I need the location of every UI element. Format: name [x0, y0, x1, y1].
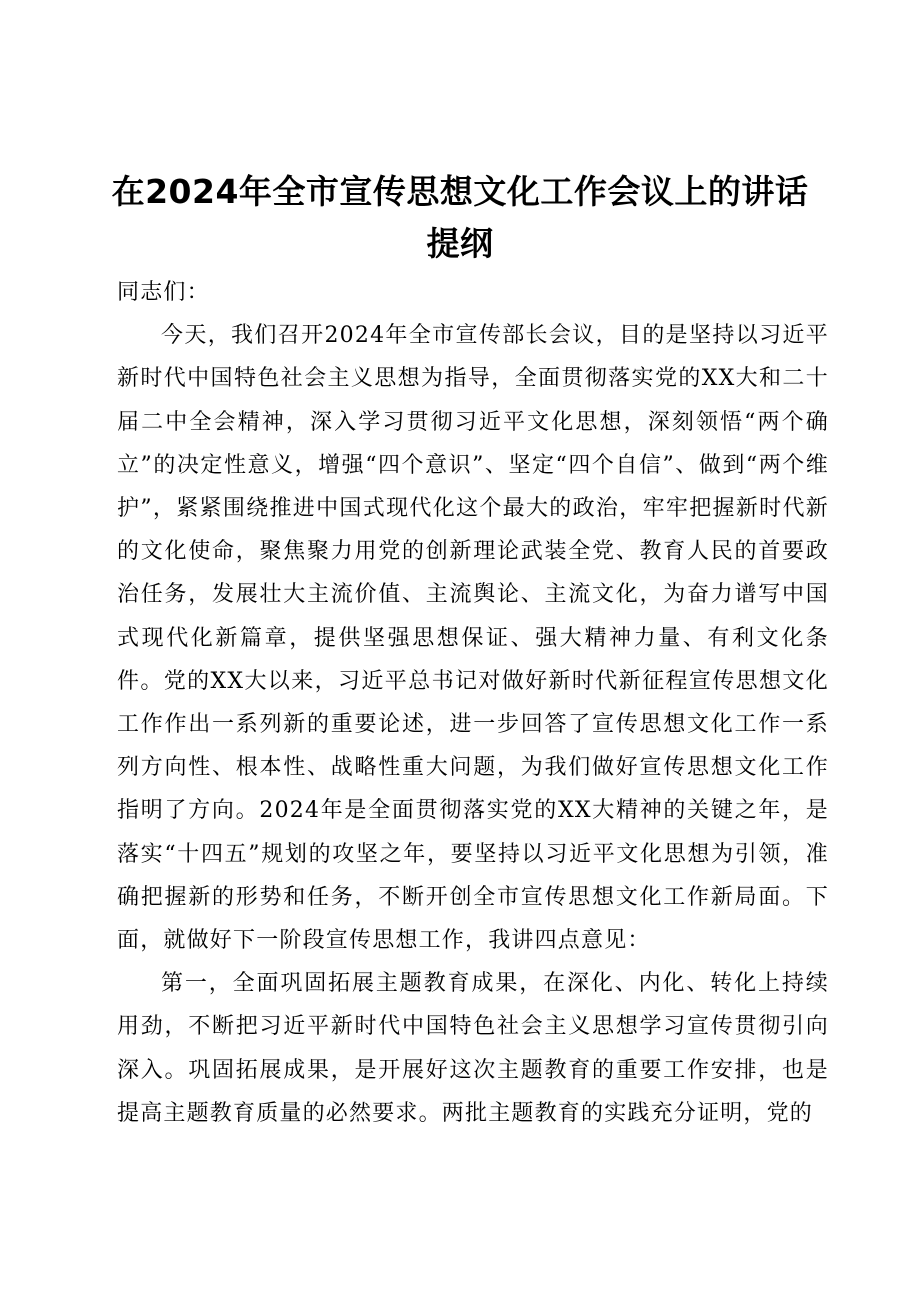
- paragraph-first-point: 第一，全面巩固拓展主题教育成果，在深化、内化、转化上持续用劲，不断把习近平新时代中国特色社会主义思想学习宣传贯彻引向深入。巩固拓展成果，是开展好这次主题教育的重要工作安排，也是提高主题教育质量的必然要求。两批主题教育的实践充分证明，党的: [117, 971, 829, 1126]
- document-body: [117, 271, 829, 1135]
- paragraph-intro: 今天，我们召开2024年全市宣传部长会议，目的是坚持以习近平新时代中国特色社会主义思想为指导，全面贯彻落实党的XX大和二十届二中全会精神，深入学习贯彻习近平文化思想，深刻领悟“两个确立”的决定性意义，增强“四个意识”、坚定“四个自信”、做到“两个维护”，紧紧围绕推进中国式现代化这个最大的政治，牢牢把握新时代新的文化使命，聚焦聚力用党的创新理论武装全党、教育人民的首要政治任务，发展壮大主流价值、主流舆论、主流文化，为奋力谱写中国式现代化新篇章，提供坚强思想保证、强大精神力量、有利文化条件。党的XX大以来，习近平总书记对做好新时代新征程宣传思想文化工作作出一系列新的重要论述，进一步回答了宣传思想文化工作一系列方向性、根本性、战略性重大问题，为我们做好宣传思想文化工作指明了方向。2024年是全面贯彻落实党的XX大精神的关键之年，是落实“十四五”规划的攻坚之年，要坚持以习近平文化思想为引领，准确把握新的形势和任务，不断开创全市宣传思想文化工作新局面。下面，就做好下一阶段宣传思想工作，我讲四点意见：: [117, 323, 829, 954]
- document-title: 在2024年全市宣传思想文化工作会议上的讲话提纲: [111, 172, 809, 263]
- salutation: 同志们：: [117, 280, 210, 305]
